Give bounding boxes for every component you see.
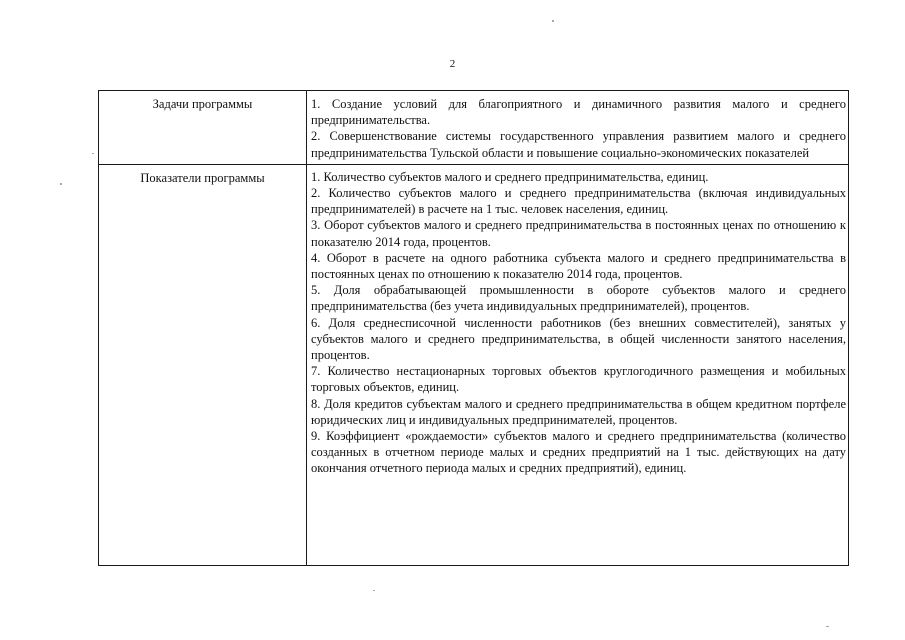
list-item: 7. Количество нестационарных торговых объектов круглогодичного размещения и мобильных торговых объектов, единиц. xyxy=(311,364,846,395)
program-tasks-content xyxy=(307,91,849,165)
list-item: 2. Количество субъектов малого и среднего предпринимательства (включая индивидуальных предпринимателей) в расчете на 1 тыс. человек населения, единиц. xyxy=(311,186,846,217)
scan-speck xyxy=(92,153,94,154)
program-passport-table xyxy=(98,90,849,566)
list-item: 6. Доля среднесписочной численности работников (без внешних совместителей), занятых у субъектов малого и среднего предпринимательства, в общей численности занятого населения, процентов. xyxy=(311,315,846,363)
table-row-program-indicators xyxy=(99,164,849,565)
list-item: 9. Коэффициент «рождаемости» субъектов малого и среднего предпринимательства (количество созданных в отчетном периоде малых и средних предприятий на 1 тыс. действующих на дату окончания отчетного периода малых и средних предприятий), единиц. xyxy=(311,429,846,476)
list-item: 5. Доля обрабатывающей промышленности в обороте субъектов малого и среднего предпринимательства (без учета индивидуальных предпринимателей), процентов. xyxy=(311,283,846,314)
list-item: 8. Доля кредитов субъектам малого и среднего предпринимательства в общем кредитном портфеле юридических лиц и индивидуальных предпринимателей, процентов. xyxy=(311,396,846,427)
scan-speck xyxy=(826,626,829,627)
list-item: 1. Количество субъектов малого и среднего предпринимательства, единиц. xyxy=(311,169,709,184)
list-item: 1. Создание условий для благоприятного и динамичного развития малого и среднего предпринимательства. xyxy=(311,97,846,128)
scan-speck xyxy=(60,183,62,185)
list-item: 4. Оборот в расчете на одного работника субъекта малого и среднего предпринимательства в постоянных ценах по отношению к показателю 2014 года, процентов. xyxy=(311,250,846,282)
list-item: 3. Оборот субъектов малого и среднего предпринимательства в постоянных ценах по отношению к показателю 2014 года, процентов. xyxy=(311,218,846,249)
program-indicators-content xyxy=(307,164,849,565)
program-tasks-label: Задачи программы xyxy=(99,91,307,165)
page-number: 2 xyxy=(449,58,456,70)
program-indicators-label: Показатели программы xyxy=(99,164,307,565)
list-item: 2. Совершенствование системы государственного управления развитием малого и среднего предпринимательства Тульской области и повышение социально-экономических показателей xyxy=(311,129,846,160)
scan-speck xyxy=(373,590,375,591)
scan-speck xyxy=(552,20,554,22)
table-row-program-tasks xyxy=(99,91,849,165)
